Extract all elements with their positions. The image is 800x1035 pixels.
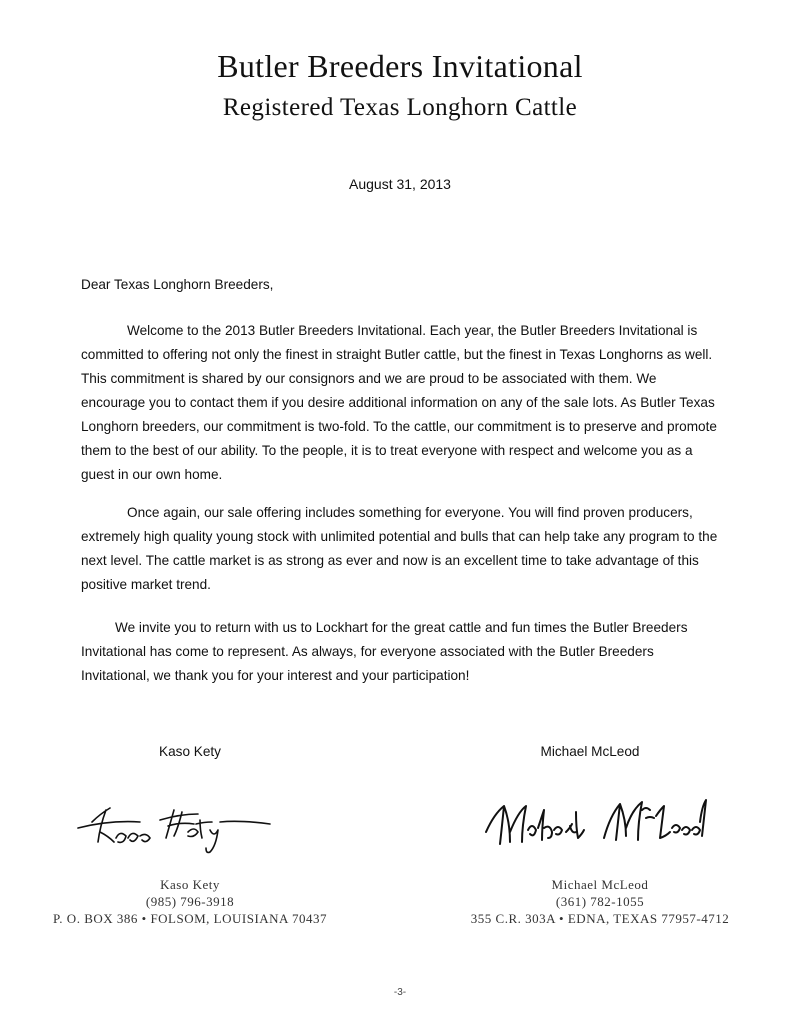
- contact-name: Michael McLeod: [551, 877, 649, 892]
- signer-name-left: Kaso Kety: [159, 744, 221, 759]
- signer-name-right: Michael McLeod: [540, 744, 640, 759]
- signature-kaso-kety: [70, 792, 290, 862]
- paragraph-offering: Once again, our sale offering includes something for everyone. You will find proven producers, extremely high quality young stock with unlimited potential and bulls that can help take any program to the next level. The cattle market is as strong as ever and now is an excellent time to take advantage of this positive market trend.: [81, 505, 718, 592]
- paragraph-invitation: We invite you to return with us to Lockhart for the great cattle and fun times the Butler Breeders Invitational has come to represent. As always, for everyone associated with the Butler Breeders Invitational, we thank you for your interest and your participation!: [81, 620, 688, 683]
- signature-michael-mcleod: [480, 792, 720, 862]
- contact-address: P. O. BOX 386 • FOLSOM, LOUISIANA 70437: [53, 911, 327, 926]
- contact-phone: (985) 796-3918: [145, 894, 235, 909]
- contact-block-right: [440, 876, 760, 927]
- letter-subtitle: Registered Texas Longhorn Cattle: [222, 94, 578, 121]
- paragraph-welcome: Welcome to the 2013 Butler Breeders Invitational. Each year, the Butler Breeders Invitational is committed to offering not only the finest in straight Butler cattle, but the finest in Texas Longhorns as well. This commitment is shared by our consignors and we are proud to be associated with them. We encourage you to contact them if you desire additional information on any of the sale lots. As Butler Texas Longhorn breeders, our commitment is two-fold. To the cattle, our commitment is to preserve and promote them to the best of our ability. To the people, it is to treat everyone with respect and welcome you as a guest in our own home.: [81, 323, 717, 482]
- contact-name: Kaso Kety: [160, 877, 220, 892]
- contact-block-left: [30, 876, 350, 927]
- letter-title: Butler Breeders Invitational: [217, 48, 583, 84]
- letter-date: August 31, 2013: [349, 176, 451, 192]
- contact-phone: (361) 782-1055: [555, 894, 645, 909]
- page-number: -3-: [393, 987, 407, 998]
- contact-address: 355 C.R. 303A • EDNA, TEXAS 77957-4712: [470, 911, 730, 926]
- salutation: Dear Texas Longhorn Breeders,: [81, 277, 274, 292]
